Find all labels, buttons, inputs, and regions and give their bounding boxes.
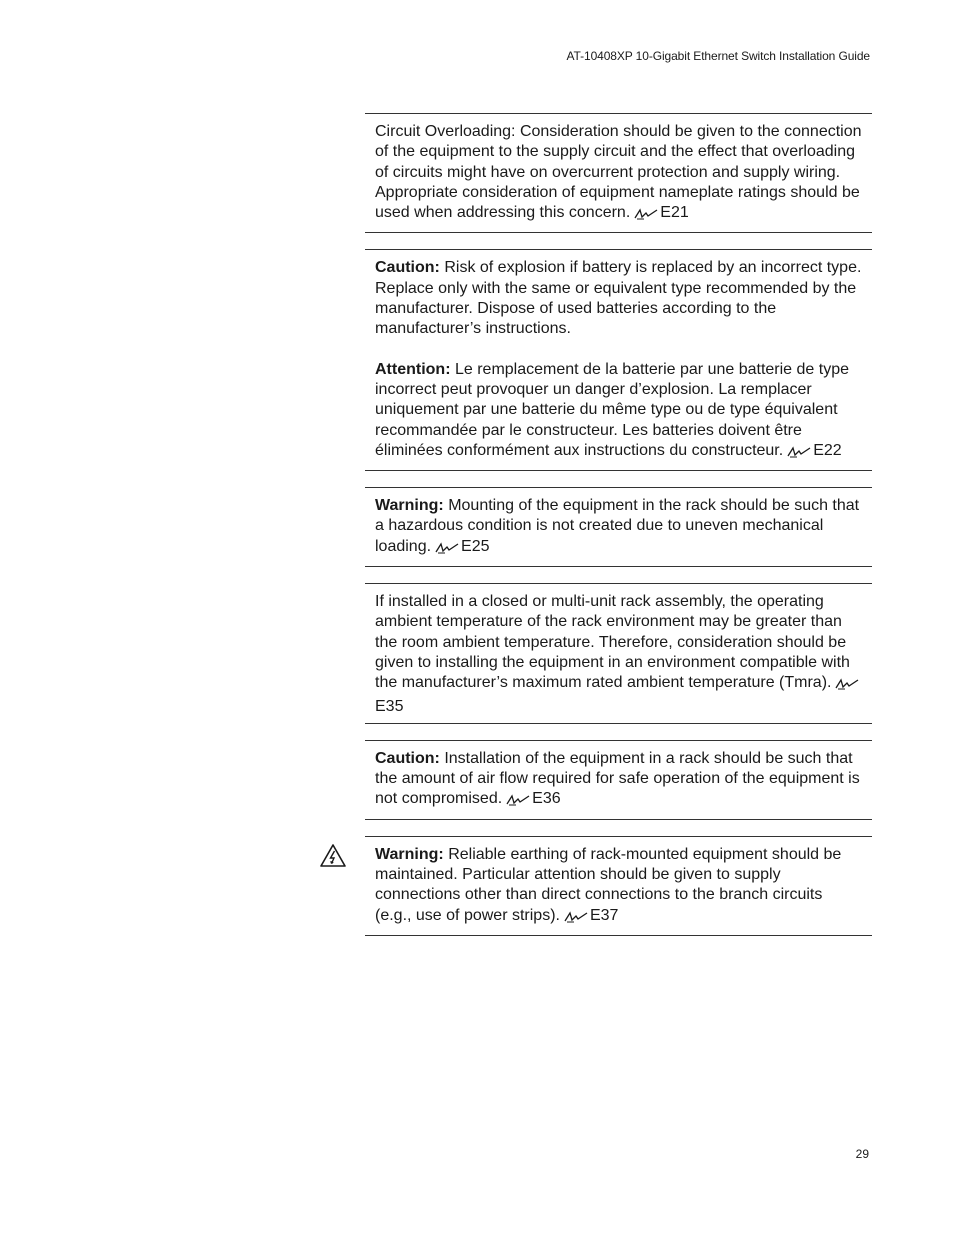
translation-code: E37 [589, 906, 619, 924]
notice-paragraph [375, 122, 862, 226]
pen-signature-icon [564, 909, 588, 929]
warning-label: Warning: [375, 497, 444, 515]
notice-text: Le remplacement de la batterie par une batterie de type incorrect peut provoquer un danger d’explosion. La remplacer uniquement par une batterie du même type ou de type équivalent recommandée par le constructeur. Les batteries doivent être éliminées conformément aux instructions du constructeur. [375, 360, 850, 459]
notice-rack-loading-warning [365, 487, 872, 567]
notice-text: Circuit Overloading: Consideration should be given to the connection of the equipment to the supply circuit and the effect that overloading of circuits might have on overcurrent protection and supply wiring. Appropriate consideration of equipment nameplate ratings should be used when addressing this concern. [375, 123, 862, 222]
notice-text: If installed in a closed or multi-unit rack assembly, the operating ambient temperature of the rack environment may be greater than the room ambient temperature. Therefore, consideration should be given to installing the equipment in an environment compatible with the manufacturer’s maximum rated ambient temperature (Tmra). [375, 593, 850, 692]
notice-earthing-warning [365, 836, 872, 936]
pen-signature-icon [634, 206, 658, 226]
page-number: 29 [855, 1147, 869, 1161]
notice-text: Installation of the equipment in a rack should be such that the amount of air flow required for safe operation of the equipment is not compromised. [375, 749, 860, 808]
notice-battery-caution [365, 249, 872, 471]
caution-label: Caution: [375, 259, 440, 277]
notice-paragraph [375, 258, 862, 339]
attention-label: Attention: [375, 360, 451, 378]
notice-paragraph [375, 496, 862, 560]
notice-list [365, 113, 872, 936]
translation-code: E22 [813, 441, 842, 459]
translation-code: E36 [532, 790, 561, 808]
notice-paragraph [375, 845, 862, 929]
pen-signature-icon [787, 444, 811, 464]
electrical-hazard-warning-icon [319, 843, 347, 875]
notice-paragraph [375, 592, 862, 717]
caution-label: Caution: [375, 749, 440, 767]
pen-signature-icon [435, 540, 459, 560]
notice-text: Risk of explosion if battery is replaced by an incorrect type. Replace only with the same or equivalent type recommended by the manufacturer. Dispose of used batteries according to the manufacturer’s instructions. [375, 259, 862, 338]
notice-text: Reliable earthing of rack-mounted equipment should be maintained. Particular attention should be given to supply connections other than direct connections to the branch circuits (e.g., use of power strips). [375, 845, 842, 924]
pen-signature-icon [506, 792, 530, 812]
warning-label: Warning: [375, 845, 444, 863]
translation-code: E21 [660, 204, 689, 222]
translation-code: E35 [375, 697, 404, 715]
notice-text: Mounting of the equipment in the rack should be such that a hazardous condition is not created due to uneven mechanical loading. [375, 497, 860, 555]
notice-paragraph-french [375, 360, 862, 464]
pen-signature-icon [835, 676, 859, 696]
translation-code: E25 [461, 537, 490, 555]
running-header: AT-10408XP 10-Gigabit Ethernet Switch Installation Guide [566, 49, 870, 63]
notice-ambient-temperature [365, 583, 872, 724]
notice-circuit-overloading [365, 113, 872, 233]
notice-paragraph [375, 749, 862, 813]
notice-air-flow-caution [365, 740, 872, 820]
